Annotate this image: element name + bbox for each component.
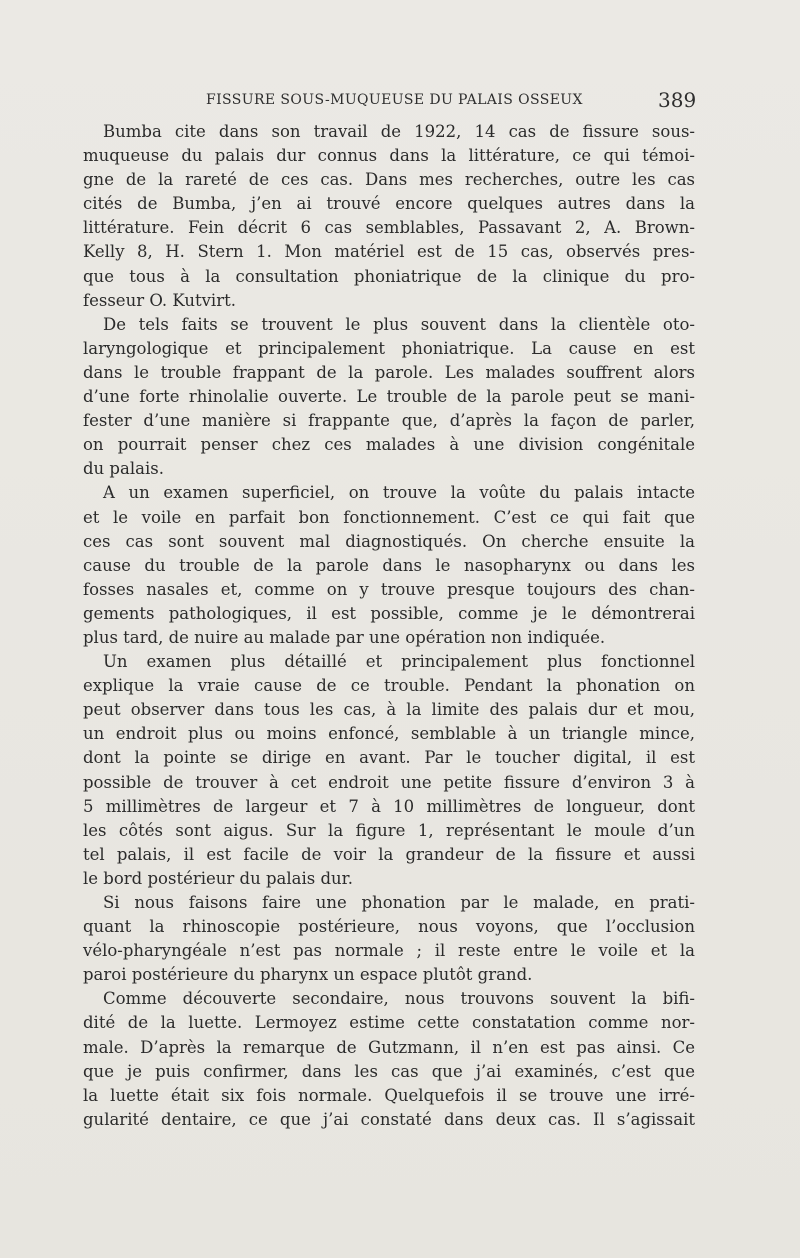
text-line: 5 millimètres de largeur et 7 à 10 millimètres de longueur, dont bbox=[83, 796, 695, 816]
text-line: gularité dentaire, ce que j’ai constaté dans deux cas. Il s’agissait bbox=[83, 1109, 695, 1129]
text-line: explique la vraie cause de ce trouble. Pendant la phonation on bbox=[83, 676, 695, 696]
text-line: d’une forte rhinolalie ouverte. Le trouble de la parole peut se mani- bbox=[83, 387, 695, 407]
text-line: Kelly 8, H. Stern 1. Mon matériel est de 15 cas, observés pres- bbox=[83, 242, 695, 262]
text-line: cités de Bumba, j’en ai trouvé encore quelques autres dans la bbox=[83, 194, 695, 214]
text-line: possible de trouver à cet endroit une petite fissure d’environ 3 à bbox=[83, 772, 695, 792]
text-line: que tous à la consultation phoniatrique de la clinique du pro- bbox=[83, 266, 695, 286]
text-line: peut observer dans tous les cas, à la limite des palais dur et mou, bbox=[83, 700, 695, 720]
text-line: Si nous faisons faire une phonation par le malade, en prati- bbox=[103, 893, 695, 912]
text-line: muqueuse du palais dur connus dans la littérature, ce qui témoi- bbox=[83, 146, 695, 166]
text-line: laryngologique et principalement phoniatrique. La cause en est bbox=[83, 338, 695, 358]
text-line: la luette était six fois normale. Quelquefois il se trouve une irré- bbox=[83, 1085, 695, 1105]
text-line: fester d’une manière si frappante que, d’après la façon de parler, bbox=[83, 411, 695, 431]
text-line: De tels faits se trouvent le plus souvent dans la clientèle oto- bbox=[103, 314, 695, 334]
text-line: littérature. Fein décrit 6 cas semblables, Passavant 2, A. Brown- bbox=[83, 218, 695, 238]
text-line: Bumba cite dans son travail de 1922, 14 cas de fissure sous- bbox=[103, 122, 695, 141]
text-line: dité de la luette. Lermoyez estime cette constatation comme nor- bbox=[83, 1013, 695, 1033]
text-line: le bord postérieur du palais dur. bbox=[83, 868, 353, 888]
text-line: et le voile en parfait bon fonctionnement. C’est ce qui fait que bbox=[83, 507, 695, 527]
body-text bbox=[83, 120, 695, 1132]
running-title: FISSURE SOUS-MUQUEUSE DU PALAIS OSSEUX bbox=[206, 92, 583, 108]
text-line: fesseur O. Kutvirt. bbox=[83, 290, 236, 310]
text-line: que je puis confirmer, dans les cas que j’ai examinés, c’est que bbox=[83, 1061, 695, 1081]
text-line: cause du trouble de la parole dans le nasopharynx ou dans les bbox=[83, 555, 695, 575]
text-line: dont la pointe se dirige en avant. Par le toucher digital, il est bbox=[83, 748, 695, 768]
text-line: on pourrait penser chez ces malades à une division congénitale bbox=[83, 435, 695, 455]
text-line: Un examen plus détaillé et principalement plus fonctionnel bbox=[103, 652, 695, 672]
text-line: vélo-pharyngéale n’est pas normale ; il reste entre le voile et la bbox=[83, 941, 695, 961]
text-line: Comme découverte secondaire, nous trouvons souvent la bifi- bbox=[103, 989, 695, 1009]
text-line: fosses nasales et, comme on y trouve presque toujours des chan- bbox=[83, 579, 695, 599]
text-line: quant la rhinoscopie postérieure, nous voyons, que l’occlusion bbox=[83, 917, 695, 937]
text-line: plus tard, de nuire au malade par une opération non indiquée. bbox=[83, 627, 606, 647]
text-line: A un examen superficiel, on trouve la voûte du palais intacte bbox=[103, 483, 695, 503]
text-line: male. D’après la remarque de Gutzmann, il n’en est pas ainsi. Ce bbox=[83, 1037, 695, 1057]
text-line: dans le trouble frappant de la parole. Les malades souffrent alors bbox=[83, 362, 695, 382]
text-line: gne de la rareté de ces cas. Dans mes recherches, outre les cas bbox=[83, 170, 695, 190]
text-line: un endroit plus ou moins enfoncé, semblable à un triangle mince, bbox=[83, 724, 695, 744]
text-line: les côtés sont aigus. Sur la figure 1, représentant le moule d’un bbox=[83, 820, 695, 840]
text-line: du palais. bbox=[83, 459, 164, 479]
page-number: 389 bbox=[658, 88, 697, 112]
text-line: tel palais, il est facile de voir la grandeur de la fissure et aussi bbox=[83, 844, 695, 864]
page-header bbox=[0, 88, 800, 116]
text-line: gements pathologiques, il est possible, comme je le démontrerai bbox=[83, 603, 695, 623]
text-line: ces cas sont souvent mal diagnostiqués. On cherche ensuite la bbox=[83, 531, 695, 551]
text-line: paroi postérieure du pharynx un espace plutôt grand. bbox=[83, 965, 533, 985]
